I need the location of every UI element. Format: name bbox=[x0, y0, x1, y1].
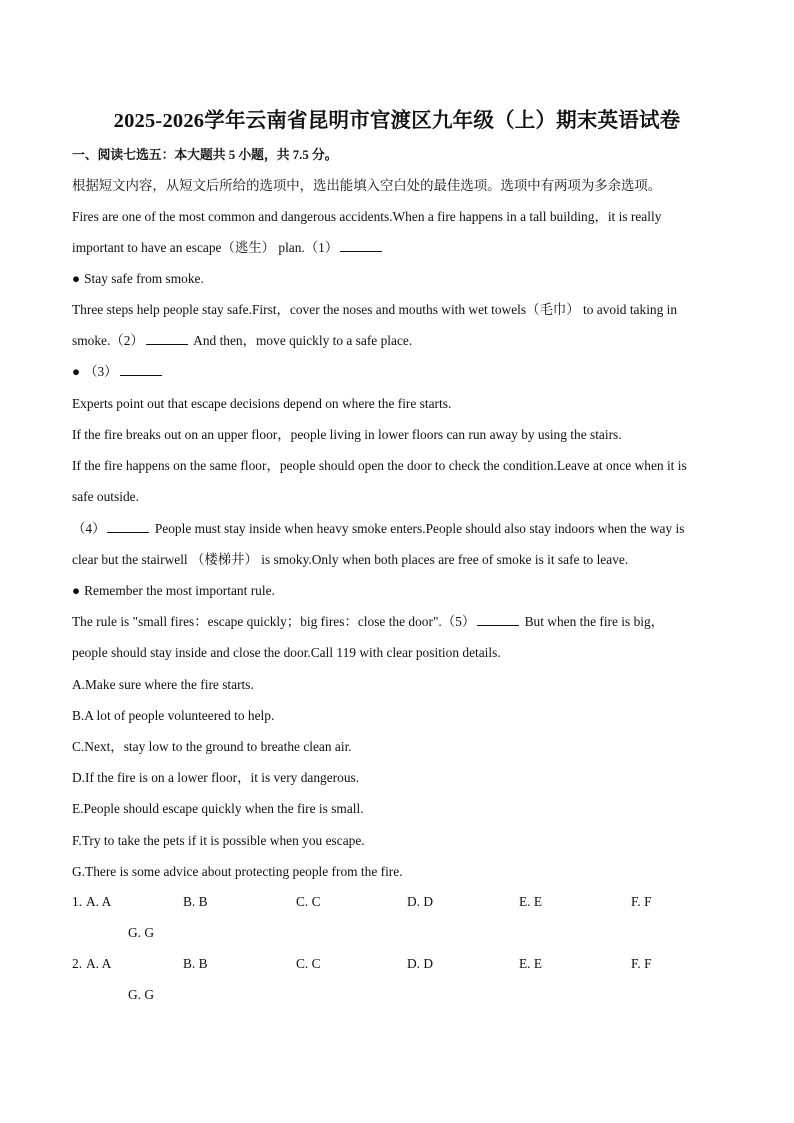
paragraph-line: people should stay inside and close the door.Call 119 with clear position details. bbox=[72, 645, 501, 660]
option-item: E.People should escape quickly when the fire is small. bbox=[72, 801, 364, 816]
question-2-choices bbox=[72, 956, 732, 974]
subheading-line: ● Remember the most important rule. bbox=[72, 583, 275, 598]
question-number: 2. bbox=[72, 956, 83, 971]
question-number: 1. bbox=[72, 894, 83, 909]
choice-d[interactable]: D. D bbox=[407, 894, 434, 909]
option-item: A.Make sure where the fire starts. bbox=[72, 677, 254, 692]
paragraph-line: If the fire happens on the same floor，people should open the door to check the condition.Leave at once when it is bbox=[72, 458, 687, 473]
choice-g[interactable]: G. G bbox=[128, 925, 155, 940]
paragraph-line: （4） People must stay inside when heavy smoke enters.People should also stay indoors when the way is bbox=[72, 521, 685, 536]
answer-blank-5[interactable] bbox=[477, 613, 519, 626]
option-item: C.Next，stay low to the ground to breathe clean air. bbox=[72, 739, 352, 754]
answer-blank-1[interactable] bbox=[340, 239, 382, 252]
paragraph-line: The rule is "small fires：escape quickly；big fires：close the door".（5） But when the fire is big， bbox=[72, 614, 665, 629]
choice-c[interactable]: C. C bbox=[296, 894, 321, 909]
answer-blank-3[interactable] bbox=[120, 363, 162, 376]
choice-a[interactable]: A. A bbox=[86, 956, 112, 971]
paragraph-line: Fires are one of the most common and dangerous accidents.When a fire happens in a tall building，it is really bbox=[72, 209, 662, 224]
paragraph-line: smoke.（2） And then，move quickly to a safe place. bbox=[72, 333, 413, 348]
choice-f[interactable]: F. F bbox=[631, 956, 652, 971]
bullet-icon: ● bbox=[72, 271, 81, 286]
option-item: D.If the fire is on a lower floor，it is very dangerous. bbox=[72, 770, 360, 785]
section-heading: 一、阅读七选五：本大题共 5 小题，共 7.5 分。 bbox=[72, 148, 338, 162]
paragraph-line: Experts point out that escape decisions depend on where the fire starts. bbox=[72, 396, 452, 411]
paragraph-line: clear but the stairwell （楼梯井） is smoky.Only when both places are free of smoke is it safe to leave. bbox=[72, 552, 629, 567]
choice-d[interactable]: D. D bbox=[407, 956, 434, 971]
subheading-line: ● Stay safe from smoke. bbox=[72, 271, 204, 286]
choice-b[interactable]: B. B bbox=[183, 894, 208, 909]
choice-c[interactable]: C. C bbox=[296, 956, 321, 971]
option-item: G.There is some advice about protecting people from the fire. bbox=[72, 864, 403, 879]
paragraph-line: Three steps help people stay safe.First，cover the noses and mouths with wet towels（毛巾） to avoid taking in bbox=[72, 302, 678, 317]
choice-a[interactable]: A. A bbox=[86, 894, 112, 909]
bullet-icon: ● bbox=[72, 583, 81, 598]
question-1-choices-wrap bbox=[72, 925, 732, 943]
instruction-text: 根据短文内容，从短文后所给的选项中，选出能填入空白处的最佳选项。选项中有两项为多余选项。 bbox=[72, 178, 662, 193]
choice-e[interactable]: E. E bbox=[519, 956, 543, 971]
answer-blank-4[interactable] bbox=[107, 520, 149, 533]
answer-blank-2[interactable] bbox=[146, 332, 188, 345]
option-item: F.Try to take the pets if it is possible when you escape. bbox=[72, 833, 365, 848]
paragraph-line: important to have an escape（逃生） plan.（1） bbox=[72, 239, 384, 257]
subheading-line: ● （3） bbox=[72, 363, 164, 381]
page-title: 2025-2026学年云南省昆明市官渡区九年级（上）期末英语试卷 bbox=[113, 110, 681, 132]
question-1-choices bbox=[72, 894, 732, 912]
choice-f[interactable]: F. F bbox=[631, 894, 652, 909]
choice-b[interactable]: B. B bbox=[183, 956, 208, 971]
question-2-choices-wrap bbox=[72, 987, 732, 1005]
option-item: B.A lot of people volunteered to help. bbox=[72, 708, 275, 723]
paragraph-line: If the fire breaks out on an upper floor，people living in lower floors can run away by using the stairs. bbox=[72, 427, 622, 442]
paragraph-line: safe outside. bbox=[72, 489, 139, 504]
bullet-icon: ● bbox=[72, 364, 81, 379]
choice-g[interactable]: G. G bbox=[128, 987, 155, 1002]
choice-e[interactable]: E. E bbox=[519, 894, 543, 909]
